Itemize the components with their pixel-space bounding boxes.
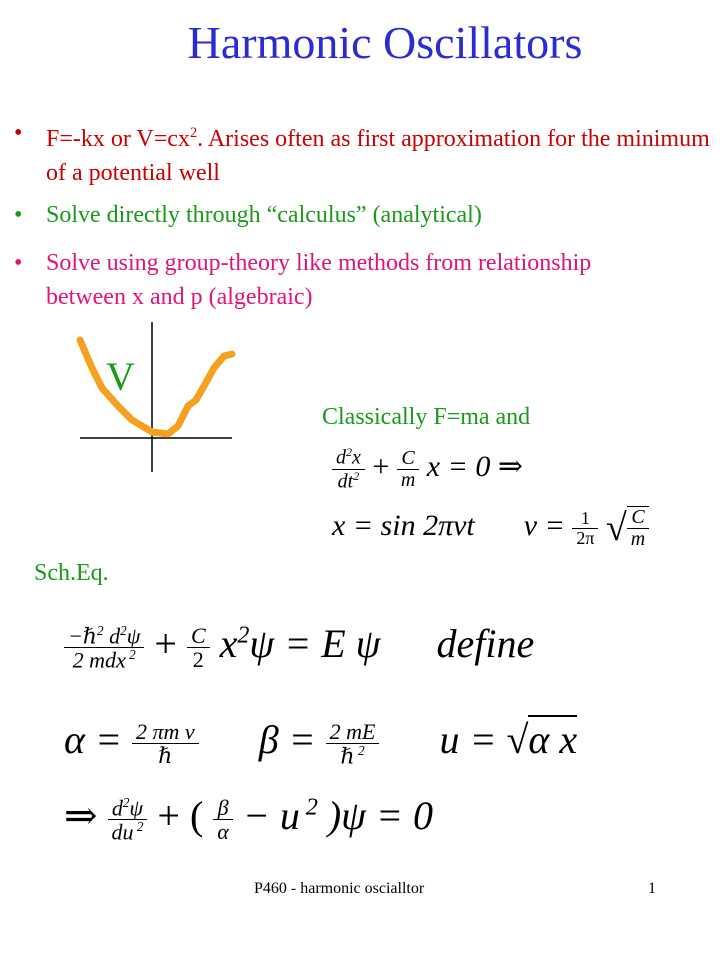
eq5-num: $d^2\psi$ [111,794,144,821]
eq1-den: $dt^2$ [337,468,360,493]
page-number: 1 [648,880,656,897]
eq4-alpha: α = [64,717,122,762]
eq1-tail: x = 0 ⇒ [426,450,523,484]
eq5-b-den: α [217,819,229,845]
bullet-1-pre: F=-kx or V=cx [46,126,190,152]
eq4-b-den: ℏ $^2$ [340,743,365,769]
eq3-define: define [436,621,535,666]
eq3-num: −ℏ$^2$ $d^2\psi$ [68,622,141,649]
eq4-b-num: 2 mE [329,719,376,745]
eq2-num: 1 [580,507,590,528]
eq1-den2: m [400,468,416,491]
eq3-c-den: 2 [192,647,204,673]
eq2-nu: ν = [523,508,565,542]
eq3-c-num: C [190,623,206,649]
bullet-2-text: Solve directly through “calculus” (analytical) [46,202,482,228]
footer-text: P460 - harmonic oscialltor [254,880,425,897]
equation-newton: $\frac{d^2x}{dt^2}$ + $\frac{C}{m}$ x = 0 ⇒ [332,446,523,492]
eq4-u: u = [439,717,497,762]
equation-definitions: α = $\frac{\text{2 πm ν}}{\text{ℏ}}$ β = $\frac{2 mE}{\hbar ^2}$ u = √α x [64,717,578,769]
bullet-3 [14,246,720,316]
eq3-rhs: $x^2\psi = E$ ψ [219,621,381,666]
sch-label: Sch.Eq. [34,560,109,586]
bullet-3-text: Solve using group-theory like methods from relationship between x and p (algebraic) [46,250,592,310]
potential-graph [70,318,250,478]
eq5-tail: − u $^2$ )ψ = 0 [242,793,434,838]
bullet-1-post: . Arises often as first approximation for the minimum of a potential well [46,126,710,186]
bullet-dot: • [14,250,23,276]
bullet-dot: • [14,202,23,228]
graph-label-v: V [106,354,135,399]
eq2-lhs: x = sin 2πνt [332,508,475,542]
eq5-arrow: ⇒ [64,793,98,838]
eq2-rad-den: m [630,528,646,550]
equation-solution: x = sin 2πνt ν = $\frac{1}{2\pi}$ √ $\frac{C}{m}$ [332,506,649,550]
eq4-a-num: 2 πm ν [136,719,195,745]
eq4-beta: β = [258,717,316,762]
bullet-dot: • [14,120,23,146]
bullet-1-sup: 2 [189,125,198,141]
eq4-a-den: ℏ [158,743,173,769]
eq1-num2: C [401,446,415,469]
slide-title: Harmonic Oscillators [187,17,583,68]
eq5-plus: + ( [157,793,204,838]
bullet-2 [14,198,720,232]
eq5-b-num: β [217,795,229,821]
equation-reduced [64,792,433,844]
eq3-plus: + [154,621,177,666]
bullet-1-text [46,116,720,190]
potential-curve [80,340,232,434]
eq4-rad: α x [528,717,578,762]
eq2-den: 2π [576,527,595,548]
equation-schrodinger [64,620,534,672]
eq1-num: $d^2x$ [336,445,361,469]
bullet-1 [14,116,720,186]
eq2-rad-num: C [631,506,645,528]
classical-text: Classically F=ma and [322,404,531,430]
eq5-den: du $^2$ [111,819,144,845]
eq3-den: 2 mdx $^2$ [72,647,136,673]
